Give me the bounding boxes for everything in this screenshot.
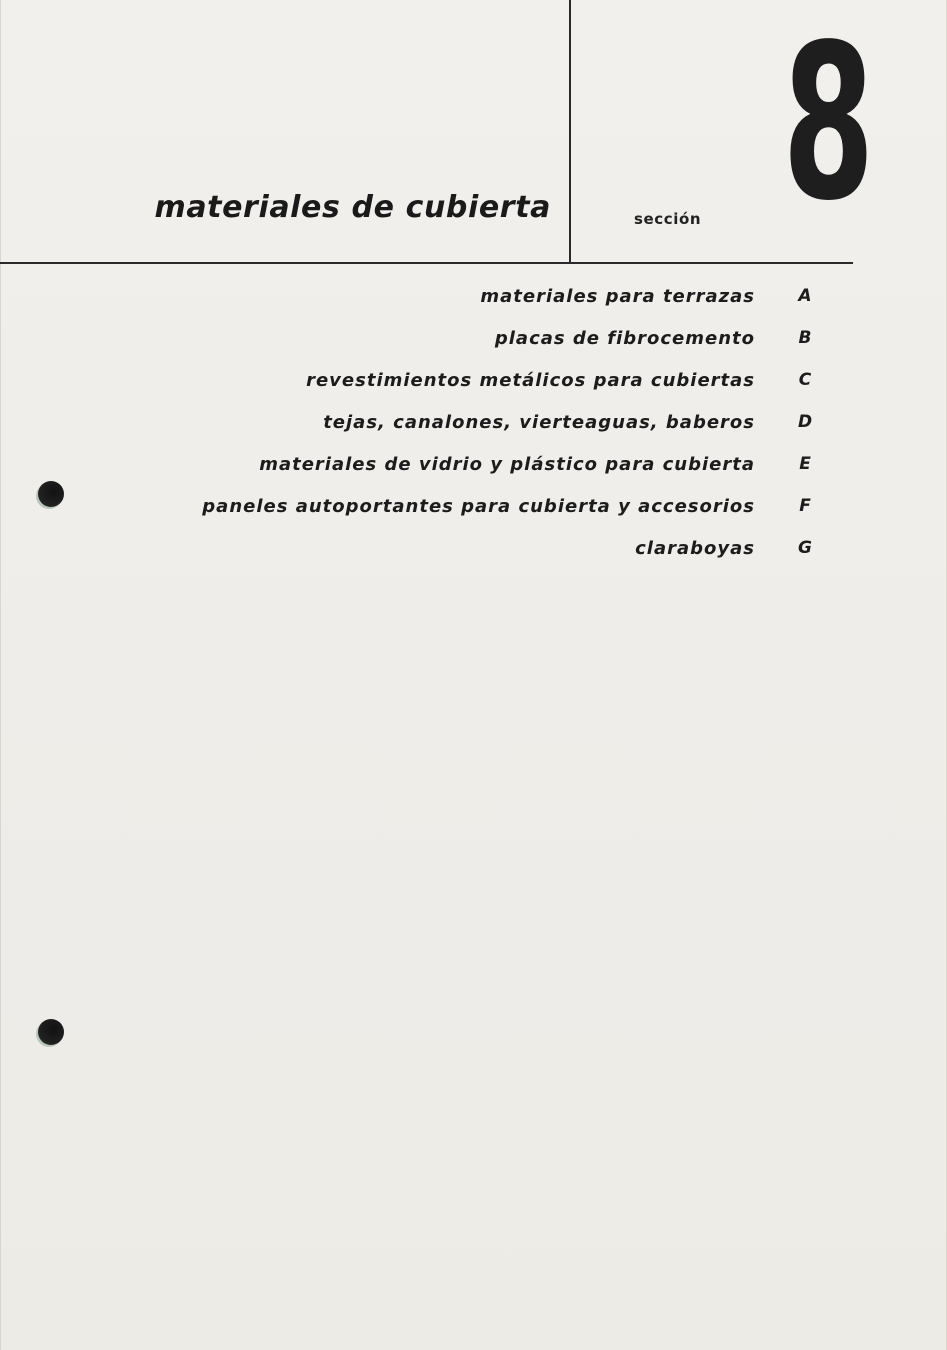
contents-row-b[interactable] — [0, 328, 947, 370]
contents-label: revestimientos metálicos para cubiertas — [306, 370, 755, 391]
contents-label: materiales de vidrio y plástico para cubierta — [259, 454, 755, 475]
contents-letter: A — [798, 286, 812, 306]
contents-letter: F — [799, 496, 811, 516]
contents-letter: B — [798, 328, 812, 348]
contents-letter: C — [798, 370, 812, 390]
contents-label: tejas, canalones, vierteaguas, baberos — [323, 412, 755, 433]
contents-row-d[interactable] — [0, 412, 947, 454]
section-number: 8 — [782, 0, 875, 248]
contents-row-a[interactable] — [0, 286, 947, 328]
contents-letter: G — [798, 538, 812, 558]
contents-label: claraboyas — [635, 538, 755, 559]
section-label: sección — [634, 210, 702, 228]
section-title: materiales de cubierta — [154, 190, 551, 225]
contents-row-g[interactable] — [0, 538, 947, 580]
contents-label: paneles autoportantes para cubierta y accesorios — [202, 496, 755, 517]
contents-row-f[interactable] — [0, 496, 947, 538]
contents-letter: E — [799, 454, 811, 474]
contents-label: materiales para terrazas — [480, 286, 755, 307]
contents-row-e[interactable] — [0, 454, 947, 496]
punch-hole — [38, 481, 64, 507]
contents-list — [0, 286, 947, 580]
contents-label: placas de fibrocemento — [494, 328, 755, 349]
contents-letter: D — [797, 412, 813, 432]
punch-hole — [38, 1019, 64, 1045]
header-horizontal-rule — [0, 262, 853, 264]
header-vertical-rule — [569, 0, 571, 262]
contents-row-c[interactable] — [0, 370, 947, 412]
